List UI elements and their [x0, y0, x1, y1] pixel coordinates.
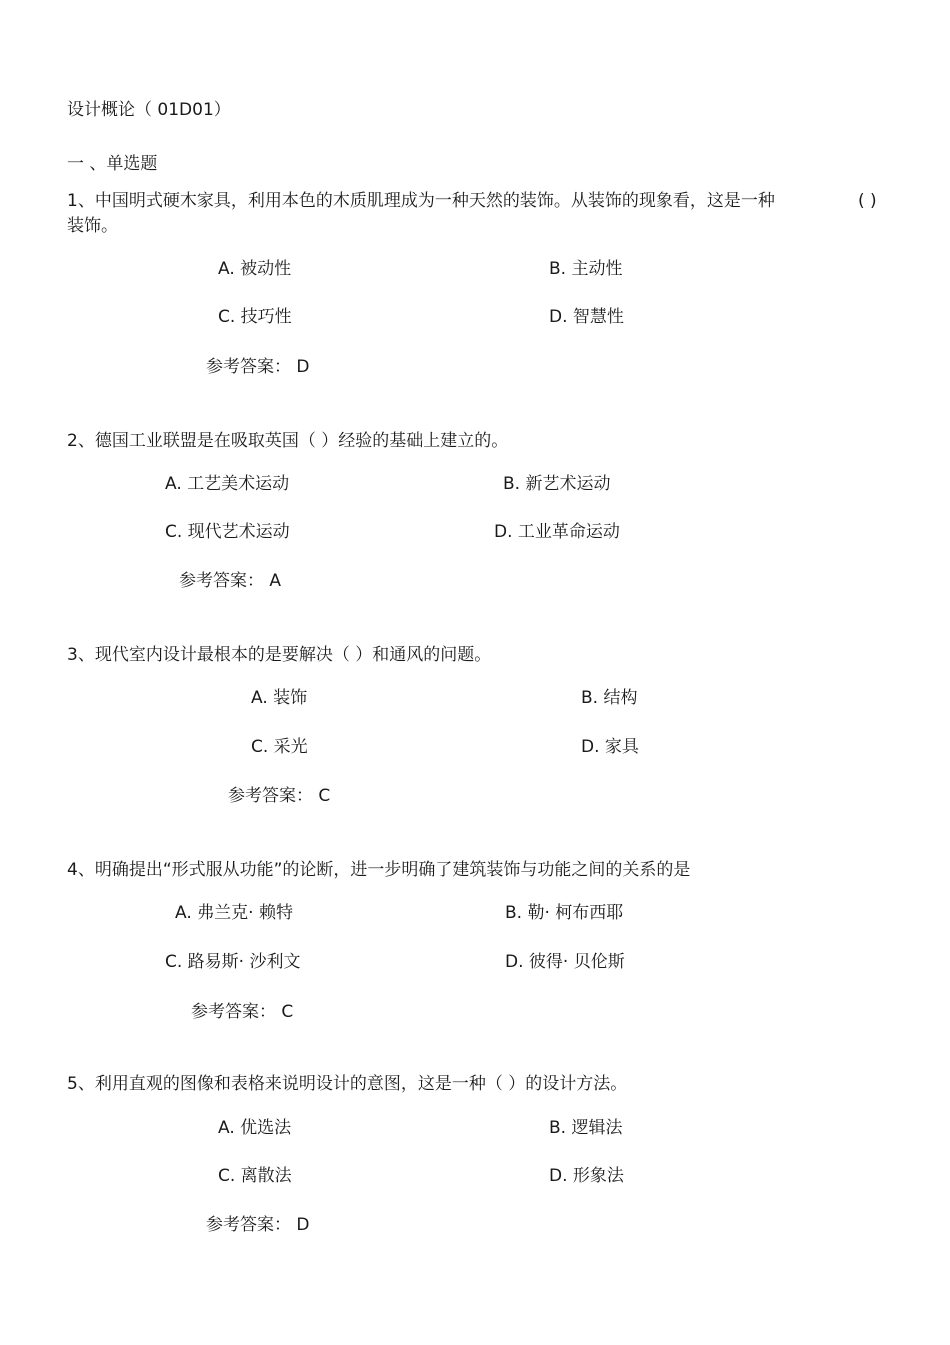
- option-d: D. 智慧性: [549, 307, 624, 327]
- option-d: D. 家具: [581, 737, 639, 757]
- option-c: C. 路易斯· 沙利文: [165, 952, 301, 972]
- option-c: C. 离散法: [218, 1166, 292, 1186]
- option-b: B. 结构: [581, 688, 638, 708]
- reference-answer: 参考答案： C: [228, 786, 331, 806]
- section-heading: 一 、单选题: [67, 154, 158, 174]
- option-a: A. 装饰: [251, 688, 308, 708]
- reference-answer: 参考答案： D: [206, 1215, 310, 1235]
- option-b: B. 主动性: [549, 259, 623, 279]
- option-d: D. 彼得· 贝伦斯: [505, 952, 625, 972]
- question-stem: 3、现代室内设计最根本的是要解决（ ）和通风的问题。: [67, 645, 492, 665]
- question-stem: 5、利用直观的图像和表格来说明设计的意图，这是一种（ ）的设计方法。: [67, 1074, 628, 1094]
- document-title: 设计概论（ 01D01）: [67, 100, 231, 120]
- option-d: D. 形象法: [549, 1166, 624, 1186]
- option-b: B. 勒· 柯布西耶: [505, 903, 624, 923]
- option-a: A. 被动性: [218, 259, 292, 279]
- answer-blank: ( ): [858, 191, 877, 211]
- reference-answer: 参考答案： D: [206, 357, 310, 377]
- option-a: A. 优选法: [218, 1118, 292, 1138]
- question-stem-continued: 装饰。: [67, 216, 118, 236]
- option-c: C. 现代艺术运动: [165, 522, 290, 542]
- question-stem: 1、中国明式硬木家具，利用本色的木质肌理成为一种天然的装饰。从装饰的现象看，这是一种: [67, 191, 775, 211]
- option-c: C. 技巧性: [218, 307, 292, 327]
- option-d: D. 工业革命运动: [494, 522, 620, 542]
- option-b: B. 逻辑法: [549, 1118, 623, 1138]
- option-a: A. 工艺美术运动: [165, 474, 290, 494]
- reference-answer: 参考答案： C: [191, 1002, 294, 1022]
- question-stem: 2、德国工业联盟是在吸取英国（ ）经验的基础上建立的。: [67, 431, 509, 451]
- question-stem: 4、明确提出“形式服从功能”的论断，进一步明确了建筑装饰与功能之间的关系的是: [67, 860, 691, 880]
- option-b: B. 新艺术运动: [503, 474, 611, 494]
- reference-answer: 参考答案： A: [179, 571, 282, 591]
- option-a: A. 弗兰克· 赖特: [175, 903, 293, 923]
- option-c: C. 采光: [251, 737, 308, 757]
